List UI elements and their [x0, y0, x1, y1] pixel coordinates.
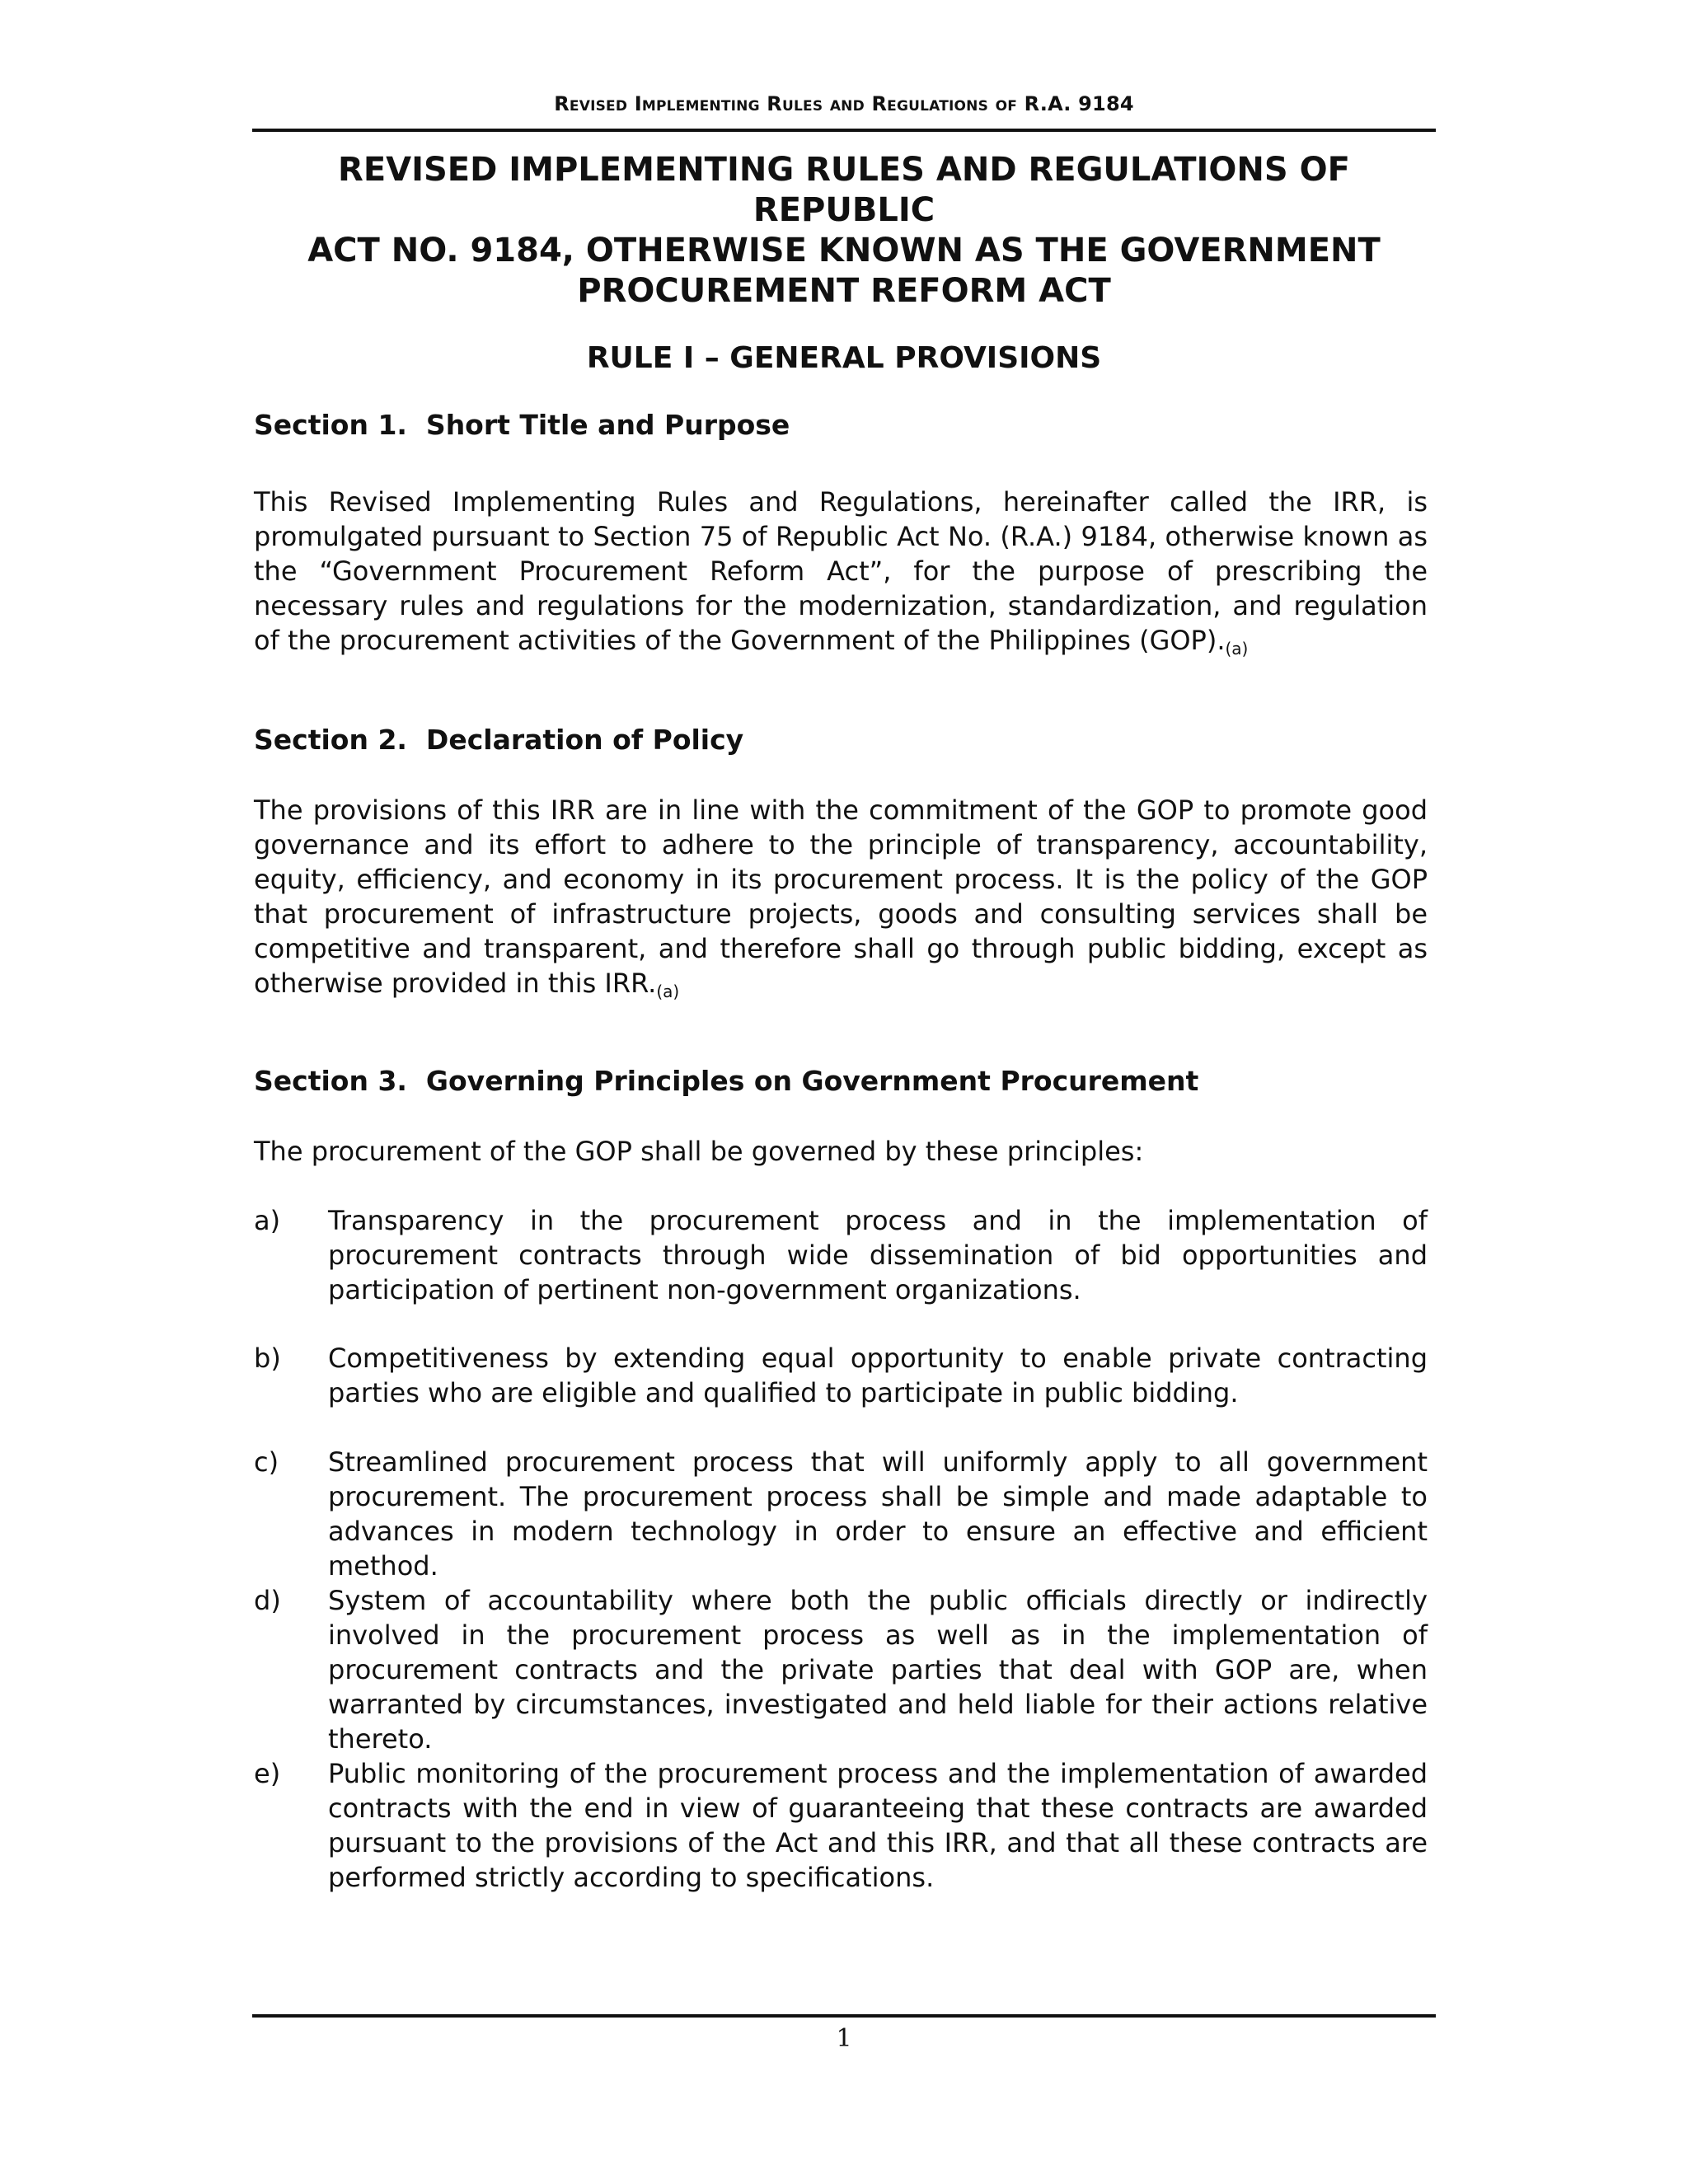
section-3-intro: The procurement of the GOP shall be governed by these principles:	[254, 1136, 1144, 1167]
running-header	[254, 92, 1434, 115]
running-header-text: Revised Implementing Rules and Regulations of R.A. 9184	[554, 92, 1134, 115]
section-2-annotation: (a)	[656, 982, 680, 1001]
document-title-line-3: PROCUREMENT REFORM ACT	[577, 272, 1111, 310]
list-item-text: Public monitoring of the procurement process and the implementation of awarded contracts with the end in view of guaranteeing that these contracts are awarded pursuant to the provisions of the Act and this IRR, and that all these contracts are performed strictly according to specifications.	[328, 1758, 1428, 1893]
section-1-text: This Revised Implementing Rules and Regulations, hereinafter called the IRR, is promulgated pursuant to Section 75 of Republic Act No. (R.A.) 9184, otherwise known as the “Government Procurement Reform Act”, for the purpose of prescribing the necessary rules and regulations for the modernization, standardization, and regulation of the procurement activities of the Government of the Philippines (GOP).	[254, 486, 1428, 656]
rule-title: RULE I – GENERAL PROVISIONS	[586, 341, 1102, 375]
section-3-heading: Section 3. Governing Principles on Government Procurement	[254, 1065, 1199, 1097]
section-1-paragraph	[254, 485, 1428, 658]
section-1-annotation: (a)	[1225, 639, 1249, 658]
document-title	[254, 150, 1434, 312]
list-marker: b)	[254, 1343, 281, 1374]
page-number: 1	[836, 2024, 852, 2053]
list-item-text: Transparency in the procurement process and in the implementation of procurement contracts through wide dissemination of bid opportunities and participation of pertinent non-government organizations.	[328, 1205, 1428, 1305]
document-title-line-2: ACT NO. 9184, OTHERWISE KNOWN AS THE GOVERNMENT	[307, 232, 1381, 269]
footer-rule	[252, 2014, 1436, 2018]
list-marker: c)	[254, 1446, 279, 1478]
list-item-text: System of accountability where both the public officials directly or indirectly involved in the procurement process as well as in the implementation of procurement contracts and the private parties that deal with GOP are, when warranted by circumstances, investigated and held liable for their actions relative thereto.	[328, 1585, 1428, 1755]
list-marker: a)	[254, 1205, 281, 1236]
section-1-heading: Section 1. Short Title and Purpose	[254, 409, 790, 441]
list-item-text: Competitiveness by extending equal opportunity to enable private contracting parties who are eligible and qualified to participate in public bidding.	[328, 1343, 1428, 1408]
list-item-text: Streamlined procurement process that will uniformly apply to all government procurement. The procurement process shall be simple and made adaptable to advances in modern technology in order to ensure an effective and efficient method.	[328, 1446, 1428, 1582]
section-2-text: The provisions of this IRR are in line with the commitment of the GOP to promote good governance and its effort to adhere to the principle of transparency, accountability, equity, efficiency, and economy in its procurement process. It is the policy of the GOP that procurement of infrastructure projects, goods and consulting services shall be competitive and transparent, and therefore shall go through public bidding, except as otherwise provided in this IRR.	[254, 794, 1428, 999]
list-marker: d)	[254, 1585, 281, 1616]
section-2-heading: Section 2. Declaration of Policy	[254, 724, 744, 756]
section-2-paragraph	[254, 793, 1428, 1001]
list-marker: e)	[254, 1758, 281, 1789]
document-page	[254, 0, 1434, 2184]
header-rule	[252, 129, 1436, 132]
document-title-line-1: REVISED IMPLEMENTING RULES AND REGULATIONS OF REPUBLIC	[338, 151, 1350, 229]
